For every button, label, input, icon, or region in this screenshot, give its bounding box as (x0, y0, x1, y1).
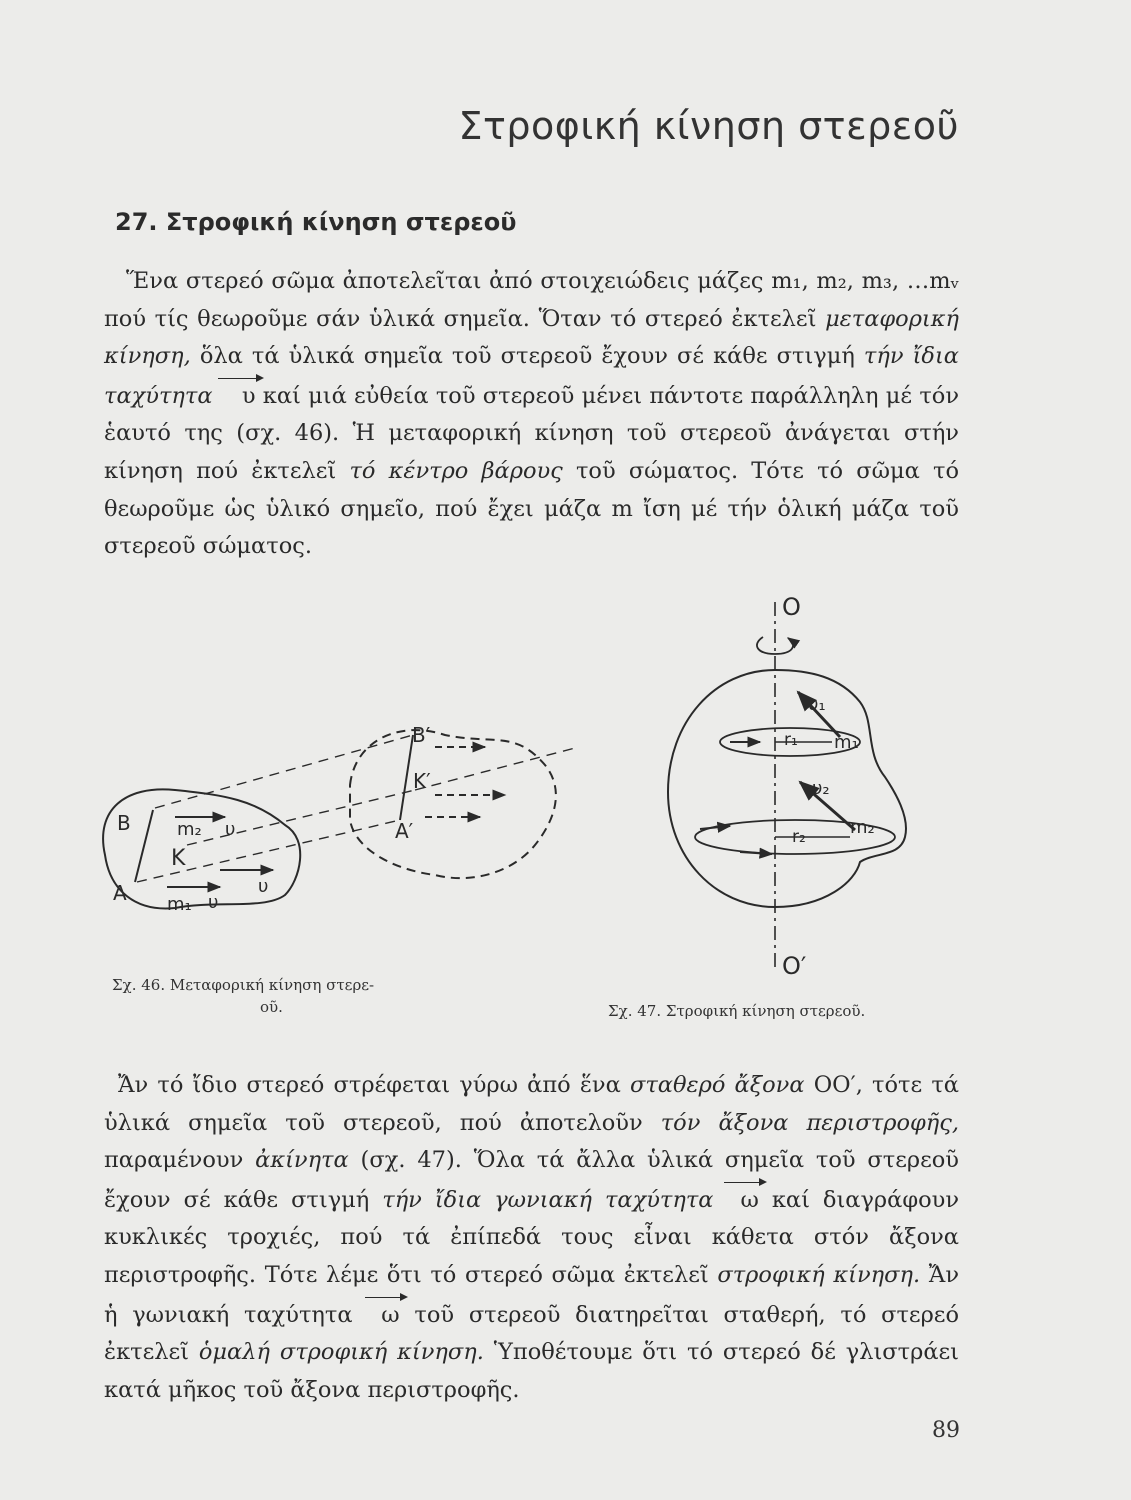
p2-text-3: παραμένουν (104, 1147, 256, 1174)
label-u2: υ₂ (812, 778, 830, 799)
segment-ab-prime (400, 735, 413, 820)
figure-47-caption: Σχ. 47. Στροφική κίνηση στερεοῦ. (608, 1002, 866, 1020)
p2-italic-4: τήν ἴδια γωνιακή ταχύτητα (382, 1186, 714, 1213)
p2-italic-1: σταθερό ἄξονα (629, 1072, 805, 1098)
figure-46-caption-line2: οῦ. (260, 998, 283, 1016)
label-m1: m₁ (834, 732, 859, 753)
label-u-m1: υ (208, 892, 219, 913)
p1-italic-1: μεταφορική κίνηση, (104, 305, 959, 370)
page-number: 89 (932, 1418, 960, 1443)
label-u-k: υ (258, 876, 269, 897)
segment-ab (135, 810, 153, 882)
figure-46-caption (112, 974, 492, 1018)
p2-italic-6: ὁμαλή στροφική κίνηση. (198, 1339, 484, 1366)
p2-italic-3: ἀκίνητα (255, 1147, 349, 1174)
p2-italic-2: τόν ἄξονα περιστροφῆς, (660, 1109, 959, 1136)
label-r2: r₂ (792, 827, 806, 847)
p1-text-1: Ἕνα στερεό σῶμα ἀποτελεῖται ἀπό στοιχειώδεις μάζες m₁, m₂, m₃, …mᵥ πού τίς θεωροῦμε σάν ὑλικά σημεῖα. Ὅταν τό στερεό ἐκτελεῖ (104, 268, 959, 332)
p1-text-2: ὅλα τά ὑλικά σημεῖα τοῦ στερεοῦ ἔχουν σέ κάθε στιγμή (190, 343, 864, 370)
p1-text-3: καί μιά εὐθεία τοῦ στερεοῦ μένει πάντοτε παράλληλη μέ τόν ἑαυτό της (σχ. 46). Ἡ μεταφορική κίνηση τοῦ στερεοῦ ἀνάγεται στήν κίνηση πού ἐκτελεῖ (104, 382, 960, 484)
label-k: K (171, 846, 186, 871)
figure-46-diagram (95, 690, 595, 980)
label-b-prime: B′ (412, 723, 431, 747)
p2-text-6: Ἄν ἡ γωνιακή ταχύτητα (104, 1261, 960, 1328)
p2-italic-5: στροφική κίνηση. (717, 1261, 921, 1288)
label-u1: υ₁ (808, 694, 826, 715)
paragraph-translational-motion (104, 263, 959, 566)
label-m2: m₂ (177, 819, 202, 840)
paragraph-rotational-motion (104, 1067, 959, 1409)
label-a-prime: Α′ (395, 819, 414, 843)
figure-47-diagram (660, 582, 970, 992)
label-k-prime: K′ (413, 769, 431, 793)
p2-text-1: Ἄν τό ἴδιο στερεό στρέφεται γύρω ἀπό ἕνα (118, 1072, 630, 1098)
angular-velocity-symbol-1: ω (726, 1180, 758, 1220)
running-head: Στροφική κίνηση στερεοῦ (458, 104, 959, 148)
body-outline-solid (103, 789, 300, 908)
label-u-m2: υ (225, 819, 236, 840)
p2-text-2: ΟΟ′, τότε τά ὑλικά σημεῖα τοῦ στερεοῦ, πού ἀποτελοῦν (104, 1072, 959, 1136)
body-outline-dashed (350, 730, 556, 878)
connector-extension (415, 748, 575, 790)
label-o: O (782, 593, 801, 621)
label-r1: r₁ (784, 730, 798, 750)
angular-velocity-symbol-2: ω (367, 1295, 399, 1335)
section-heading: 27. Στροφική κίνηση στερεοῦ (115, 208, 517, 236)
label-a: Α (113, 881, 127, 905)
figure-46-caption-line1: Σχ. 46. Μεταφορική κίνηση στερε- (112, 976, 375, 994)
p1-italic-3: τό κέντρο βάρους (349, 457, 563, 484)
p2-text-7: τοῦ στερεοῦ διατηρεῖται σταθερή, τό στερεό ἐκτελεῖ (104, 1301, 960, 1366)
connector-top (155, 735, 413, 808)
label-m2: m₂ (850, 817, 875, 838)
label-m1: m₁ (167, 894, 192, 915)
p1-text-4: τοῦ σώματος. Τότε τό σῶμα τό θεωροῦμε ὡς ὑλικό σημεῖο, πού ἔχει μάζα m ἴση μέ τήν ὁλική μάζα τοῦ στερεοῦ σώματος. (104, 457, 959, 560)
velocity-vector-symbol: υ (220, 376, 256, 416)
label-o-prime: O′ (782, 952, 807, 980)
p2-text-8: Ὑποθέτουμε ὅτι τό στερεό δέ γλιστράει κατά μῆκος τοῦ ἄξονα περιστροφῆς. (104, 1339, 959, 1403)
p2-text-5: καί διαγράφουν κυκλικές τροχιές, πού τά ἐπίπεδά τους εἶναι κάθετα στόν ἄξονα περιστροφῆς. Τότε λέμε ὅτι τό στερεό σῶμα ἐκτελεῖ (104, 1186, 959, 1288)
arrow-orbit-m2-lower (740, 852, 772, 854)
p2-text-4: (σχ. 47). Ὅλα τά ἄλλα ὑλικά σημεῖα τοῦ στερεοῦ ἔχουν σέ κάθε στιγμή (104, 1147, 959, 1213)
rotating-body-outline (668, 670, 906, 907)
p1-italic-2: τήν ἴδια ταχύτητα (104, 343, 959, 409)
label-b: B (117, 811, 131, 835)
